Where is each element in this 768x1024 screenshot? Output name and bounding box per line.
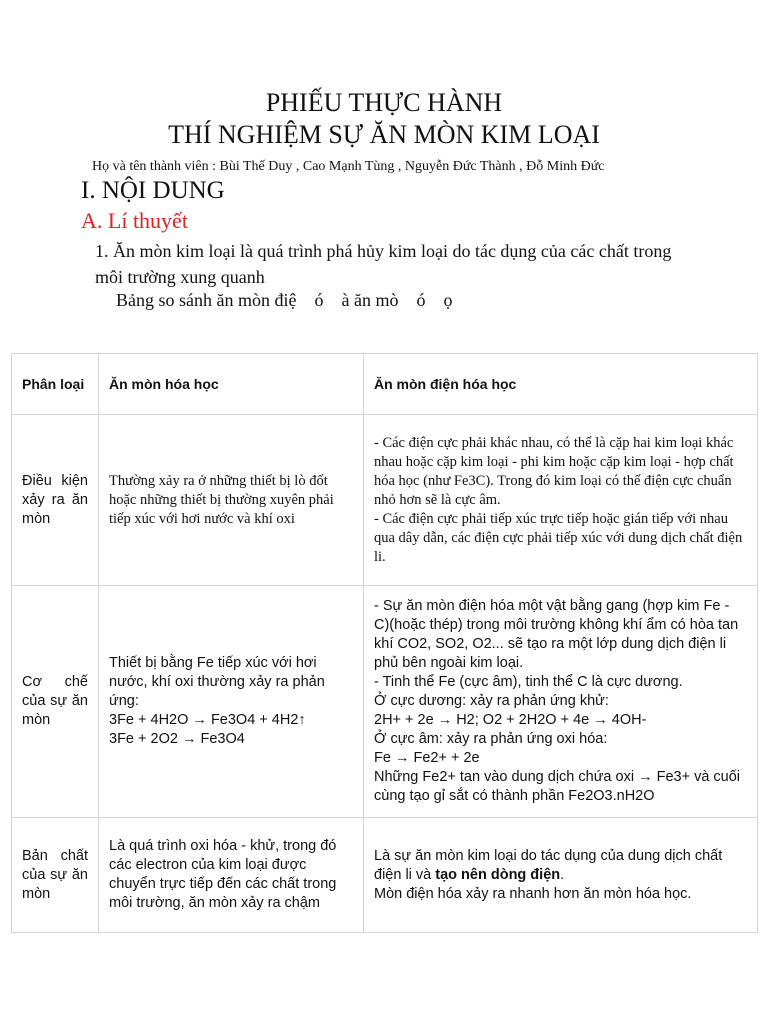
header-category: Phân loại (12, 354, 99, 415)
text-line: - Tinh thể Fe (cực âm), tinh thể C là cực dương. (374, 674, 683, 690)
table-row (12, 818, 758, 933)
title-line-1: PHIẾU THỰC HÀNH (265, 88, 503, 117)
reaction-equation: 2H+ + 2e → H2; O2 + 2H2O + 4e → 4OH- (374, 712, 647, 728)
cell-chemical-nature: Là quá trình oxi hóa - khử, trong đó các electron của kim loại được chuyển trực tiếp đến các chất trong môi trường, ăn mòn xảy ra chậm (99, 818, 364, 933)
table-caption: Bảng so sánh ăn mòn điệ ó à ăn mò ó ọ (116, 290, 453, 310)
row-label-conditions: Điều kiện xảy ra ăn mòn (12, 415, 99, 586)
section-heading-content: I. NỘI DUNG (81, 177, 225, 204)
member-names: Họ và tên thành viên : Bùi Thế Duy , Cao Mạnh Tùng , Nguyễn Đức Thành , Đỗ Minh Đức (92, 159, 605, 174)
header-chemical-corrosion: Ăn mòn hóa học (99, 354, 364, 415)
text-line: Những Fe2+ tan vào dung dịch chứa oxi → Fe3+ và cuối cùng tạo gỉ sắt có thành phần Fe2O3.nH2O (374, 769, 741, 804)
text-line: Thiết bị bằng Fe tiếp xúc với hơi nước, khí oxi thường xảy ra phản ứng: (109, 655, 325, 709)
cell-electro-conditions (364, 415, 758, 586)
text-fragment: . (560, 866, 565, 883)
title-line-2: THÍ NGHIỆM SỰ ĂN MÒN KIM LOẠI (168, 120, 600, 149)
text-line: - Các điện cực phải khác nhau, có thể là cặp hai kim loại khác nhau hoặc cặp kim loại - phi kim hoặc cặp kim loại - hợp chất hóa học (như Fe3C). Trong đó kim loại có thế điện cực chuẩn nhỏ hơn sẽ là cực âm. (374, 434, 734, 508)
text-fragment: Là sự ăn mòn kim loại do tác dụng của dung dịch chất điện li và (374, 847, 723, 883)
text-line: Ở cực âm: xảy ra phản ứng oxi hóa: (374, 731, 608, 747)
cell-chemical-conditions: Thường xảy ra ở những thiết bị lò đốt hoặc những thiết bị thường xuyên phải tiếp xúc với hơi nước và khí oxi (99, 415, 364, 586)
table-row (12, 586, 758, 818)
row-label-nature: Bản chất của sự ăn mòn (12, 818, 99, 933)
emphasis-text: tạo nên dòng điện (435, 866, 561, 883)
table-header-row (12, 354, 758, 415)
text-line: Mòn điện hóa xảy ra nhanh hơn ăn mòn hóa học. (374, 885, 692, 902)
definition-paragraph: 1. Ăn mòn kim loại là quá trình phá hủy kim loại do tác dụng của các chất trong môi trường xung quanh (95, 241, 672, 287)
cell-chemical-mechanism (99, 586, 364, 818)
table-row (12, 415, 758, 586)
reaction-equation: Fe → Fe2+ + 2e (374, 750, 480, 766)
comparison-table (11, 353, 758, 933)
text-line: Ở cực dương: xảy ra phản ứng khử: (374, 693, 609, 709)
subsection-heading-theory: A. Lí thuyết (81, 208, 188, 233)
text-line: - Các điện cực phải tiếp xúc trực tiếp hoặc gián tiếp với nhau qua dây dẫn, các điện cực phải tiếp xúc với dung dịch chất điện li. (374, 510, 743, 565)
row-label-mechanism: Cơ chế của sự ăn mòn (12, 586, 99, 818)
header-electrochemical-corrosion: Ăn mòn điện hóa học (364, 354, 758, 415)
reaction-equation: 3Fe + 2O2 → Fe3O4 (109, 731, 245, 747)
text-line: - Sự ăn mòn điện hóa một vật bằng gang (hợp kim Fe - C)(hoặc thép) trong môi trường không khí ẩm có hòa tan khí CO2, SO2, O2... sẽ tạo ra một lớp dung dịch điện li phủ bên ngoài kim loại. (374, 598, 739, 671)
cell-electro-mechanism (364, 586, 758, 818)
reaction-equation: 3Fe + 4H2O → Fe3O4 + 4H2↑ (109, 712, 306, 728)
cell-electro-nature (364, 818, 758, 933)
